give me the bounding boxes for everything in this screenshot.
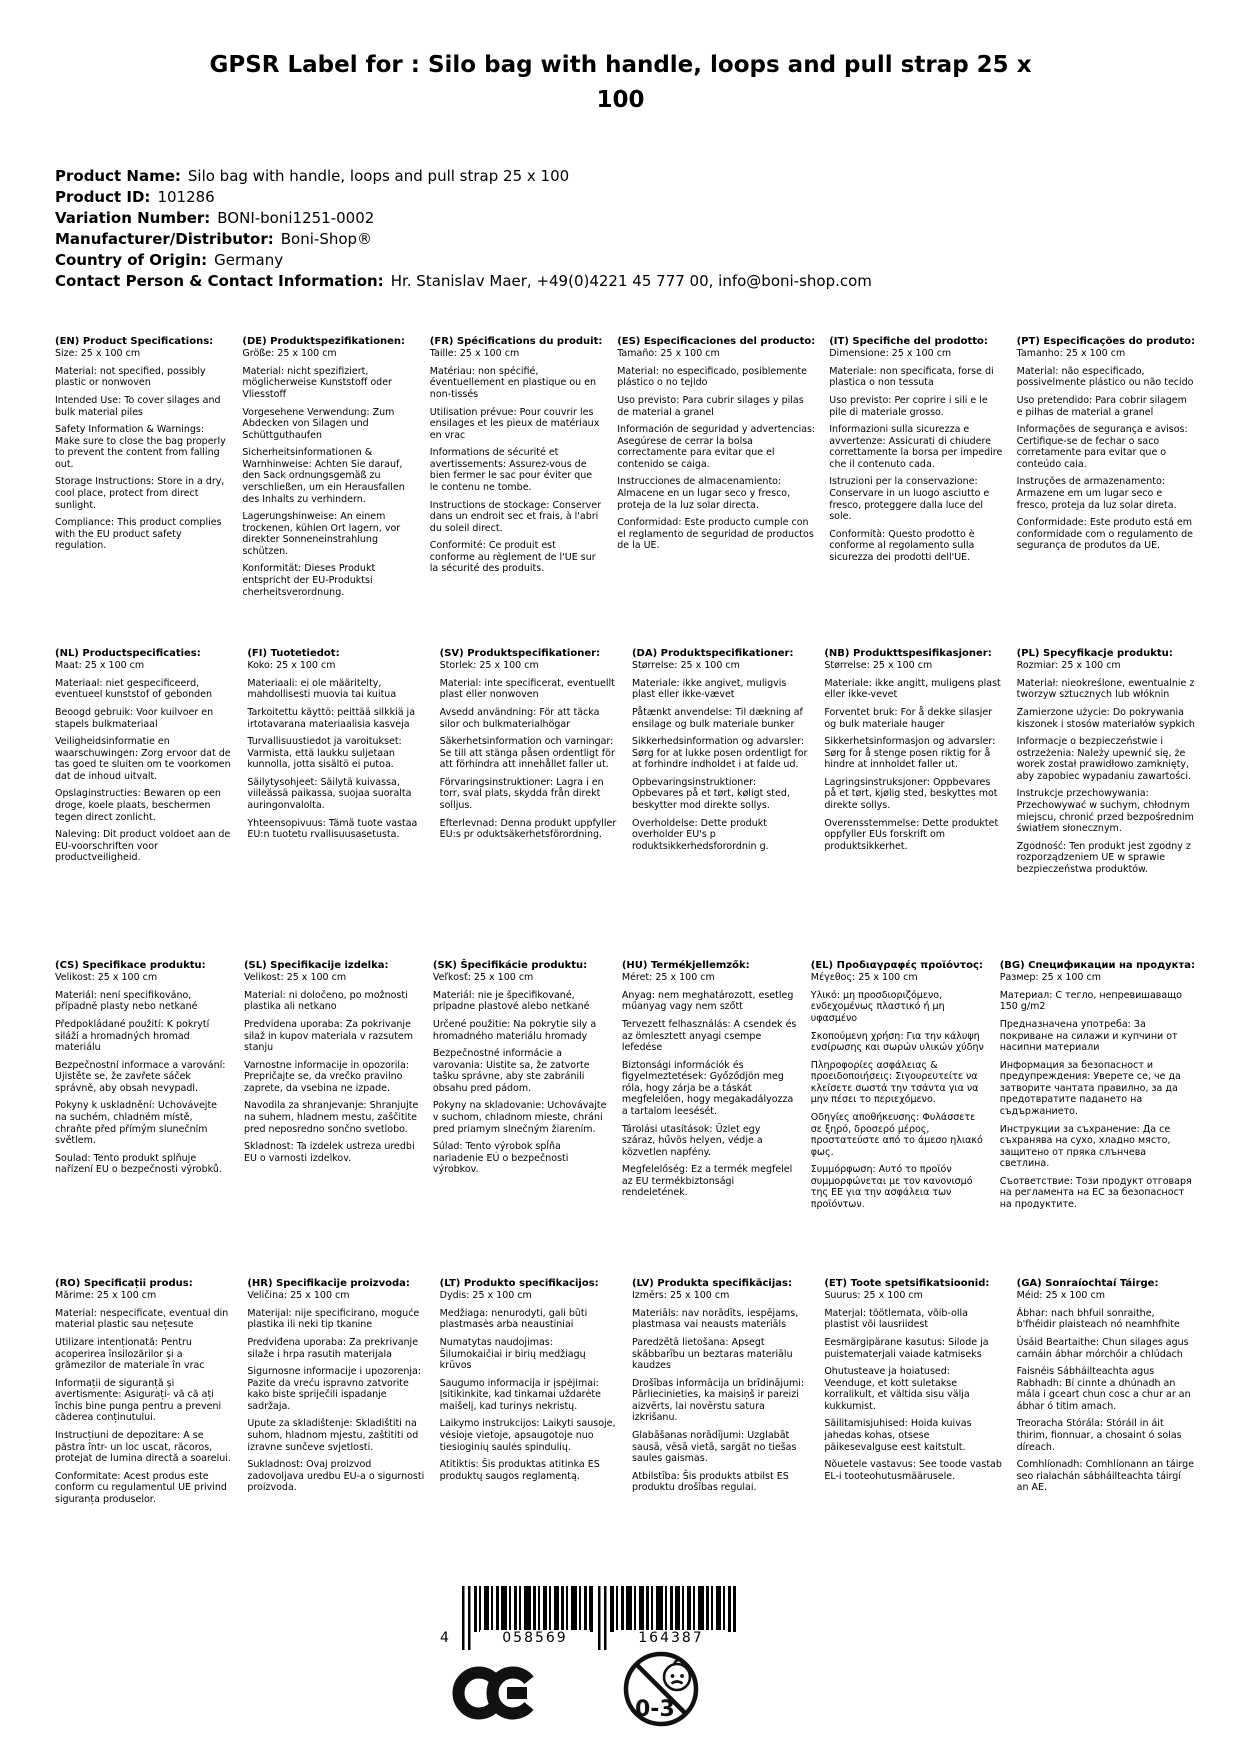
lang-block-title: (SL) Specifikacije izdelka: xyxy=(243,960,389,971)
spec-paragraph: Velikost: 25 x 100 cm xyxy=(55,972,158,984)
lang-block-hr xyxy=(247,1278,425,1500)
contact-row xyxy=(55,271,872,292)
spec-paragraph: Conformidade: Este produto está em conformidade com o regulamento de segurança de produtos da UE. xyxy=(1016,517,1193,552)
spec-paragraph: Zamierzone użycie: Do pokrywania kiszonek i stosów materiałów sypkich xyxy=(1016,706,1195,730)
spec-paragraph: Megfelelőség: Ez a termék megfelel az EU termékbiztonsági rendeletének. xyxy=(621,1164,793,1199)
lang-block-pl xyxy=(1017,648,1195,881)
spec-paragraph: Säkerhetsinformation och varningar: Se till att stänga påsen ordentligt för att förhindra att innehållet faller ut. xyxy=(439,736,615,771)
contact-label: Contact Person & Contact Information: xyxy=(55,272,384,290)
lang-block-title: (FI) Tuotetiedot: xyxy=(247,648,340,659)
spec-paragraph: Material: nicht spezifiziert, möglicherweise Kunststoff oder Vliesstoff xyxy=(242,365,392,400)
lang-block-es xyxy=(617,336,815,558)
lang-block-nl xyxy=(55,648,233,870)
spec-paragraph: Tamaño: 25 x 100 cm xyxy=(617,348,720,360)
spec-paragraph: Conformitate: Acest produs este conform cu regulamentul UE privind siguranța produselor. xyxy=(55,1470,227,1505)
spec-paragraph: Skladnost: Ta izdelek ustreza uredbi EU o varnosti izdelkov. xyxy=(243,1141,415,1164)
spec-paragraph: Biztonsági információk és figyelmeztetések: Győződjön meg róla, hogy zárja be a táskát megfelelően, hogy megakadályozza a tartalom leesését. xyxy=(621,1059,794,1117)
spec-paragraph: Overholdelse: Dette produkt overholder EU's p roduktsikkerhedsforordnin g. xyxy=(631,817,769,852)
lang-block-sv xyxy=(440,648,618,847)
spec-paragraph: Sikkerhetsinformasjon og advarsler: Sørg for å stenge posen riktig for å hindre at innholdet faller ut. xyxy=(824,736,996,771)
spec-paragraph: Upute za skladištenje: Skladištiti na suhom, hladnom mjestu, zaštititi od izravne sunčeve svjetlosti. xyxy=(247,1418,419,1453)
spec-paragraph: Safety Information & Warnings: Make sure to close the bag properly to prevent the content from falling out. xyxy=(55,424,226,470)
spec-paragraph: Conformidad: Este producto cumple con el reglamento de seguridad de productos de la UE. xyxy=(617,517,814,552)
spec-paragraph: Intended Use: To cover silages and bulk material piles xyxy=(55,394,221,418)
spec-paragraph: Størrelse: 25 x 100 cm xyxy=(631,660,740,672)
spec-paragraph: Sigurnosne informacije i upozorenja: Pazite da vreću ispravno zatvorite kako biste spriječili ispadanje sadržaja. xyxy=(247,1366,421,1412)
lang-block-title: (GA) Sonraíochtaí Táirge: xyxy=(1016,1278,1159,1289)
spec-paragraph: Información de seguridad y advertencias: Asegúrese de cerrar la bolsa correctamente para evitar que el contenido se caiga. xyxy=(617,424,816,470)
spec-paragraph: Izmērs: 25 x 100 cm xyxy=(631,1290,730,1302)
lang-block-title: (PT) Especificações do produto: xyxy=(1016,336,1195,347)
spec-paragraph: Säilitamisjuhised: Hoida kuivas jahedas kohas, otsese päikesevalguse eest kaitstult. xyxy=(824,1418,972,1453)
spec-paragraph: Πληροφορίες ασφάλειας & προειδοποιήσεις: Σιγουρευτείτε να κλείσετε σωστά την τσάντα για να μην πέσει το περιεχόμενο. xyxy=(810,1059,979,1106)
page-title: GPSR Label for : Silo bag with handle, loops and pull strap 25 x 100 xyxy=(209,52,1032,113)
spec-paragraph: Μέγεθος: 25 x 100 cm xyxy=(810,972,918,984)
spec-paragraph: Drošības informācija un brīdinājumi: Pārliecinieties, ka maisiņš ir pareizi aizvērts, lai novērstu satura izkrišanu. xyxy=(631,1377,805,1424)
spec-paragraph: Informații de siguranță și avertismente: Asigurați- vă că ați închis bine punga pentru a preveni căderea conținutului. xyxy=(55,1377,222,1424)
spec-paragraph: Materiāls: nav norādīts, iespējams, plastmasa vai neausts materiāls xyxy=(631,1307,799,1331)
spec-paragraph: Mărime: 25 x 100 cm xyxy=(55,1290,157,1302)
lang-block-title: (CS) Specifikace produktu: xyxy=(55,960,206,971)
spec-paragraph: Υλικό: μη προσδιοριζόμενο, ενδεχομένως πλαστικό ή μη υφασμένο xyxy=(810,989,945,1024)
spec-paragraph: Pokyny na skladovanie: Uchovávajte v suchom, chladnom mieste, chráni pred priamym slnečným žiarením. xyxy=(432,1100,607,1135)
spec-paragraph: Instrukcje przechowywania: Przechowywać w suchym, chłodnym miejscu, chronić przed bezpośrednim światłem słonecznym. xyxy=(1016,788,1194,835)
spec-paragraph: Informações de segurança e avisos: Certifique-se de fechar o saco corretamente para evitar que o conteúdo caia. xyxy=(1016,424,1188,470)
spec-paragraph: Informazioni sulla sicurezza e avvertenze: Assicurati di chiudere correttamente la borsa per impedire che il contenuto cada. xyxy=(829,424,1003,470)
spec-paragraph: Sukladnost: Ovaj proizvod zadovoljava uredbu EU-a o sigurnosti proizvoda. xyxy=(247,1459,425,1494)
spec-paragraph: Súlad: Tento výrobok spĺňa nariadenie EÚ o bezpečnosti výrobkov. xyxy=(432,1141,569,1176)
lang-block-title: (RO) Specificații produs: xyxy=(55,1278,193,1289)
spec-paragraph: Tamanho: 25 x 100 cm xyxy=(1016,348,1126,360)
lang-block-title: (NL) Productspecificaties: xyxy=(55,648,201,659)
spec-paragraph: Materjal: töötlemata, võib-olla plastist või lausriidest xyxy=(824,1307,968,1331)
lang-block-title: (IT) Specifiche del prodotto: xyxy=(829,336,988,347)
spec-paragraph: Størrelse: 25 x 100 cm xyxy=(824,660,933,672)
spec-paragraph: Istruzioni per la conservazione: Conservare in un luogo asciutto e fresco, proteggere dalla luce del sole. xyxy=(829,476,990,523)
spec-paragraph: Instruções de armazenamento: Armazene em um lugar seco e fresco, proteja da luz solar direta. xyxy=(1016,476,1177,511)
spec-paragraph: Atitiktis: Šis produktas atitinka ES produktų saugos reglamentą. xyxy=(439,1459,600,1482)
spec-paragraph: Σκοπούμενη χρήση: Για την κάλυψη ενσίρωσης και σωρών υλικών χύδην xyxy=(810,1030,984,1054)
product-name-row xyxy=(55,166,872,187)
spec-paragraph: Materiale: non specificata, forse di plastica o non tessuta xyxy=(829,365,994,389)
spec-paragraph: Tarkoitettu käyttö: peittää silkkiä ja irtotavarana materiaalisia kasveja xyxy=(247,706,416,730)
age-warning-0-3-icon xyxy=(622,1650,700,1728)
product-info xyxy=(55,166,872,292)
spec-paragraph: Förvaringsinstruktioner: Lagra i en torr, sval plats, skydda från direkt solljus. xyxy=(439,776,604,811)
contact-value: Hr. Stanislav Maer, +49(0)4221 45 777 00, info@boni-shop.com xyxy=(390,272,872,290)
spec-paragraph: Οδηγίες αποθήκευσης: Φυλάσσετε σε ξηρό, δροσερό μέρος, προστατεύστε από το άμεσο ηλιακό φως. xyxy=(810,1111,983,1158)
manufacturer-label: Manufacturer/Distributor: xyxy=(55,230,274,248)
lang-block-cs xyxy=(55,960,230,1182)
spec-paragraph: Материал: С тегло, непревишаващо 150 g/m2 xyxy=(999,989,1182,1013)
lang-block-et xyxy=(824,1278,1002,1488)
lang-block-title: (ES) Especificaciones del producto: xyxy=(617,336,816,347)
product-id-label: Product ID: xyxy=(55,188,151,206)
spec-paragraph: Съответствие: Този продукт отговаря на регламента на ЕС за безопасност на продуктите. xyxy=(999,1175,1192,1211)
lang-block-bg xyxy=(1000,960,1195,1217)
spec-paragraph: Predviđena uporaba: Za prekrivanje silaže i hrpa rasutih materijala xyxy=(247,1336,419,1360)
spec-paragraph: Materijal: nije specificirano, moguće plastika ili neki tip tkanine xyxy=(247,1307,420,1331)
spec-paragraph: Lagringsinstruksjoner: Oppbevares på et tørt, kjølig sted, beskyttes mot direkte sollys. xyxy=(824,776,998,811)
variation-number-label: Variation Number: xyxy=(55,209,211,227)
lang-block-sk xyxy=(433,960,608,1182)
product-id-value: 101286 xyxy=(157,188,215,206)
spec-paragraph: Συμμόρφωση: Αυτό το προϊόν συμμορφώνεται με τον κανονισμό της ΕΕ για την ασφάλεια των προϊόντων. xyxy=(810,1164,973,1211)
spec-paragraph: Úsáid Beartaithe: Chun silages agus carnáin ábhar mórchóir a chlúdach xyxy=(1016,1336,1189,1360)
spec-paragraph: Veľkosť: 25 x 100 cm xyxy=(432,972,534,984)
spec-paragraph: Utilizare intenționată: Pentru acoperirea însilozărilor și a grămezilor de materiale în vrac xyxy=(55,1336,205,1372)
barcode-digit-left: 4 xyxy=(440,1630,449,1646)
spec-paragraph: Uso previsto: Para cubrir silages y pilas de material a granel xyxy=(617,394,804,418)
manufacturer-value: Boni-Shop® xyxy=(280,230,373,248)
spec-paragraph: Storage Instructions: Store in a dry, cool place, protect from direct sunlight. xyxy=(55,476,225,511)
lang-band xyxy=(55,960,1195,1217)
spec-paragraph: Naleving: Dit product voldoet aan de EU-voorschriften voor productveiligheid. xyxy=(55,829,231,864)
barcode-digits-group1: 058569 xyxy=(480,1630,590,1646)
spec-paragraph: Größe: 25 x 100 cm xyxy=(242,348,337,360)
lang-block-title: (EN) Product Specifications: xyxy=(55,336,214,347)
spec-paragraph: Navodila za shranjevanje: Shranjujte na suhem, hladnem mestu, zaščitite pred neposredno sončno svetlobo. xyxy=(243,1100,419,1135)
spec-paragraph: Lagerungshinweise: An einem trockenen, kühlen Ort lagern, vor direkter Sonneneinstrahlung schützen. xyxy=(242,511,401,557)
spec-paragraph: Material: nespecificate, eventual din material plastic sau nețesute xyxy=(55,1307,229,1331)
spec-paragraph: Medžiaga: nenurodyti, gali būti plastmasės arba neaustiniai xyxy=(439,1307,588,1331)
spec-paragraph: Storlek: 25 x 100 cm xyxy=(439,660,539,672)
spec-paragraph: Sikkerhedsinformation og advarsler: Sørg for at lukke posen ordentligt for at forhindre indholdet i at falde ud. xyxy=(631,736,808,771)
spec-paragraph: Predvidena uporaba: Za pokrivanje silaž in kupov materiala v razsutem stanju xyxy=(243,1018,414,1054)
spec-paragraph: Saugumo informacija ir įspėjimai: Įsitikinkite, kad tinkamai uždarėte maišelį, kad turinys nekristų. xyxy=(439,1377,601,1412)
spec-paragraph: Instructions de stockage: Conserver dans un endroit sec et frais, à l'abri du soleil direct. xyxy=(429,499,602,534)
lang-block-title: (HU) Termékjellemzők: xyxy=(621,960,750,971)
spec-paragraph: Maat: 25 x 100 cm xyxy=(55,660,145,672)
lang-block-lv xyxy=(632,1278,810,1500)
spec-paragraph: Paredzētā lietošana: Apsegt skābbarību un beztaras materiālu kaudzes xyxy=(631,1336,793,1372)
spec-paragraph: Materiaali: ei ole määritelty, mahdollisesti muovia tai kuitua xyxy=(247,677,397,701)
country-of-origin-label: Country of Origin: xyxy=(55,251,208,269)
variation-number-value: BONI-boni1251-0002 xyxy=(217,209,375,227)
spec-paragraph: Rozmiar: 25 x 100 cm xyxy=(1016,660,1121,672)
spec-paragraph: Bezpečnostní informace a varování: Ujistěte se, že zavřete sáček správně, aby obsah nevypadl. xyxy=(55,1059,226,1094)
spec-paragraph: Sicherheitsinformationen & Warnhinweise: Achten Sie darauf, den Sack ordnungsgemäß zu verschließen, um ein Herausfallen des Inhalts zu verhindern. xyxy=(242,447,405,505)
spec-paragraph: Utilisation prévue: Pour couvrir les ensilages et les pieux de matériaux en vrac xyxy=(429,406,600,441)
lang-block-title: (PL) Specyfikacje produktu: xyxy=(1016,648,1173,659)
lang-block-title: (ET) Toote spetsifikatsioonid: xyxy=(824,1278,990,1289)
lang-band xyxy=(55,648,1195,881)
lang-block-de xyxy=(242,336,415,604)
spec-paragraph: Bezpečnostné informácie a varovania: Uistite sa, že zatvorte tašku správne, aby ste zabránili obsahu pred pádom. xyxy=(432,1048,590,1094)
spec-paragraph: Ábhar: nach bhfuil sonraithe, b'fhéidir plaisteach nó neamhfhite xyxy=(1016,1307,1180,1331)
spec-paragraph: Eesmärgipärane kasutus: Silode ja puistematerjali vaiade katmiseks xyxy=(824,1336,989,1360)
spec-paragraph: Materiał: nieokreślone, ewentualnie z tworzyw sztucznych lub włóknin xyxy=(1016,677,1195,701)
spec-paragraph: Veličina: 25 x 100 cm xyxy=(247,1290,350,1302)
product-name-value: Silo bag with handle, loops and pull strap 25 x 100 xyxy=(187,167,570,185)
lang-block-title: (HR) Specifikacije proizvoda: xyxy=(247,1278,410,1289)
variation-number-row xyxy=(55,208,872,229)
spec-paragraph: Размер: 25 x 100 cm xyxy=(999,972,1101,984)
spec-paragraph: Предназначена употреба: За покриване на силажи и купчини от насипни материали xyxy=(999,1018,1178,1054)
spec-paragraph: Dimensione: 25 x 100 cm xyxy=(829,348,952,360)
spec-paragraph: Faisnéis Sábháilteachta agus Rabhadh: Bí cinnte a dhúnadh an mála i gceart chun cosc a chur ar an ábhar ó titim amach. xyxy=(1016,1366,1191,1412)
lang-block-nb xyxy=(824,648,1002,858)
lang-block-title: (SK) Špecifikácie produktu: xyxy=(432,960,588,971)
spec-paragraph: Conformità: Questo prodotto è conforme al regolamento sulla sicurezza dei prodotti dell'UE. xyxy=(829,528,975,563)
spec-paragraph: Overensstemmelse: Dette produktet oppfyller EUs forskrift om produktsikkerhet. xyxy=(824,817,999,852)
spec-paragraph: Suurus: 25 x 100 cm xyxy=(824,1290,923,1302)
spec-paragraph: Informations de sécurité et avertissements: Assurez-vous de bien fermer le sac pour éviter que le contenu ne tombe. xyxy=(429,447,593,493)
spec-paragraph: Určené použitie: Na pokrytie sily a hromadného materiálu hromady xyxy=(432,1018,597,1042)
ean-barcode xyxy=(440,1586,760,1652)
lang-band xyxy=(55,1278,1195,1511)
spec-paragraph: Material: no especificado, posiblemente plástico o no tejido xyxy=(617,365,807,389)
spec-paragraph: Инструкции за съхранение: Да се съхранява на сухо, хладно място, защитено от пряка слънчева светлина. xyxy=(999,1123,1171,1170)
lang-block-title: (DA) Produktspecifikationer: xyxy=(631,648,794,659)
lang-block-ga xyxy=(1017,1278,1195,1500)
lang-block-hu xyxy=(622,960,797,1205)
spec-paragraph: Materiál: není specifikováno, případně plasty nebo netkané xyxy=(55,989,198,1013)
lang-block-da xyxy=(632,648,810,858)
spec-paragraph: Anyag: nem meghatározott, esetleg műanyag vagy nem szőtt xyxy=(621,989,794,1013)
spec-paragraph: Material: not specified, possibly plastic or nonwoven xyxy=(55,365,206,389)
lang-block-title: (BG) Спецификации на продукта: xyxy=(999,960,1195,971)
age-warning-label: 0-3 xyxy=(635,1697,675,1722)
spec-paragraph: Dydis: 25 x 100 cm xyxy=(439,1290,532,1302)
spec-paragraph: Matériau: non spécifié, éventuellement en plastique ou en non-tissés xyxy=(429,365,597,400)
spec-paragraph: Opslaginstructies: Bewaren op een droge, koele plaats, beschermen tegen direct zonlicht. xyxy=(55,788,221,823)
spec-paragraph: Ohutusteave ja hoiatused: Veenduge, et kott suletakse korralikult, et vältida sisu välja kukkumist. xyxy=(824,1366,970,1412)
spec-paragraph: Materiale: ikke angitt, muligens plast eller ikke-vevet xyxy=(824,677,1001,701)
lang-block-title: (DE) Produktspezifikationen: xyxy=(242,336,406,347)
lang-block-fr xyxy=(430,336,603,581)
barcode-digits-group2: 164387 xyxy=(616,1630,726,1646)
spec-paragraph: Méret: 25 x 100 cm xyxy=(621,972,715,984)
spec-paragraph: Zgodność: Ten produkt jest zgodny z rozporządzeniem UE w sprawie bezpieczeństwa produktów. xyxy=(1016,840,1191,875)
spec-paragraph: Material: inte specificerat, eventuellt plast eller nonwoven xyxy=(439,677,615,701)
spec-paragraph: Konformität: Dieses Produkt entspricht der EU-Produktsi cherheitsverordnung. xyxy=(242,563,376,598)
spec-paragraph: Comhlíonadh: Comhlíonann an táirge seo rialachán sábháilteachta táirgí an AE. xyxy=(1016,1459,1194,1494)
lang-block-sl xyxy=(244,960,419,1170)
lang-band xyxy=(55,336,1195,604)
spec-paragraph: Yhteensopivuus: Tämä tuote vastaa EU:n tuotetu rvallisuusasetusta. xyxy=(247,817,418,841)
spec-paragraph: Atbilstība: Šis produkts atbilst ES produktu drošības regulai. xyxy=(631,1470,789,1494)
spec-paragraph: Soulad: Tento produkt splňuje nařízení EU o bezpečnosti výrobků. xyxy=(55,1152,222,1176)
spec-paragraph: Avsedd användning: För att täcka silor och bulkmaterialhögar xyxy=(439,706,600,730)
spec-paragraph: Conformité: Ce produit est conforme au règlement de l'UE sur la sécurité des produits. xyxy=(429,540,596,575)
manufacturer-row xyxy=(55,229,872,250)
lang-block-pt xyxy=(1017,336,1195,558)
product-name-label: Product Name: xyxy=(55,167,181,185)
lang-block-title: (LV) Produkta specifikācijas: xyxy=(631,1278,792,1289)
lang-block-title: (NB) Produkttspesifikasjoner: xyxy=(824,648,992,659)
spec-paragraph: Treoracha Stórála: Stóráil in áit thirim, fionnuar, a chosaint ó solas díreach. xyxy=(1016,1418,1182,1453)
spec-paragraph: Beoogd gebruik: Voor kuilvoer en stapels bulkmateriaal xyxy=(55,706,214,730)
spec-paragraph: Taille: 25 x 100 cm xyxy=(429,348,520,360)
spec-paragraph: Tárolási utasítások: Üzlet egy száraz, hűvös helyen, védje a közvetlen napfény. xyxy=(621,1123,763,1158)
lang-block-el xyxy=(811,960,986,1217)
spec-paragraph: Opbevaringsinstruktioner: Opbevares på et tørt, køligt sted, beskytter mod direkte sollys. xyxy=(631,776,790,811)
spec-paragraph: Material: ni določeno, po možnosti plastika ali netkano xyxy=(243,989,408,1013)
spec-paragraph: Påtænkt anvendelse: Til dækning af ensilage og bulk materiale bunker xyxy=(631,706,803,730)
lang-block-title: (LT) Produkto specifikacijos: xyxy=(439,1278,599,1289)
spec-paragraph: Předpokládané použití: K pokrytí siláží a hromadných hromad materiálu xyxy=(55,1018,210,1054)
lang-block-title: (SV) Produktspecifikationer: xyxy=(439,648,601,659)
spec-paragraph: Tervezett felhasználás: A csendek és az ömlesztett anyagi csempe lefedése xyxy=(621,1018,797,1054)
spec-paragraph: Compliance: This product complies with the EU product safety regulation. xyxy=(55,517,222,552)
spec-paragraph: Numatytas naudojimas: Šilumokaičiai ir birių medžiagų krūvos xyxy=(439,1336,586,1372)
spec-paragraph: Efterlevnad: Denna produkt uppfyller EU:s pr oduktsäkerhetsförordning. xyxy=(439,817,617,841)
spec-paragraph: Instrucciones de almacenamiento: Almacene en un lugar seco y fresco, proteja de la luz solar directa. xyxy=(617,476,791,511)
spec-paragraph: Laikymo instrukcijos: Laikyti sausoje, vėsioje vietoje, apsaugotoje nuo tiesioginių saulės spindulių. xyxy=(439,1418,616,1453)
spec-paragraph: Velikost: 25 x 100 cm xyxy=(243,972,347,984)
spec-paragraph: Glabāšanas norādījumi: Uzglabāt sausā, vēsā vietā, sargāt no tiešas saules gaismas. xyxy=(631,1429,797,1465)
ce-mark-icon xyxy=(452,1662,540,1724)
spec-paragraph: Méid: 25 x 100 cm xyxy=(1016,1290,1105,1302)
lang-block-it xyxy=(829,336,1002,569)
spec-paragraph: Uso previsto: Per coprire i sili e le pile di materiale grosso. xyxy=(829,394,988,418)
spec-paragraph: Uso pretendido: Para cobrir silagem e pilhas de material a granel xyxy=(1016,394,1187,418)
spec-paragraph: Vorgesehene Verwendung: Zum Abdecken von Silagen und Schüttguthaufen xyxy=(242,406,395,441)
spec-paragraph: Size: 25 x 100 cm xyxy=(55,348,141,360)
spec-paragraph: Materiaal: niet gespecificeerd, eventueel kunststof of gebonden xyxy=(55,677,213,701)
spec-paragraph: Material: não especificado, possivelmente plástico ou não tecido xyxy=(1016,365,1194,389)
spec-paragraph: Instrucțiuni de depozitare: A se păstra într- un loc uscat, răcoros, protejat de lumina directă a soarelui. xyxy=(55,1429,231,1465)
lang-block-ro xyxy=(55,1278,233,1511)
spec-paragraph: Информация за безопасност и предупреждения: Уверете се, че да затворите чантата правилно, за да предотвратите падането на съдържанието. xyxy=(999,1059,1181,1117)
lang-block-lt xyxy=(440,1278,618,1488)
spec-paragraph: Informacje o bezpieczeństwie i ostrzeżenia: Należy upewnić się, że worek został prawidłowo zamknięty, aby zapobiec wypadaniu zawartości. xyxy=(1016,736,1192,782)
country-of-origin-row xyxy=(55,250,872,271)
country-of-origin-value: Germany xyxy=(214,251,284,269)
product-id-row xyxy=(55,187,872,208)
spec-paragraph: Veiligheidsinformatie en waarschuwingen: Zorg ervoor dat de tas goed te sluiten om te voorkomen dat de inhoud uitvalt. xyxy=(55,736,231,782)
spec-paragraph: Säilytysohjeet: Säilytä kuivassa, viileässä paikassa, suojaa suoralta auringonvalolta. xyxy=(247,776,412,811)
spec-paragraph: Materiál: nie je špecifikované, prípadne plastové alebo netkané xyxy=(432,989,590,1013)
lang-block-title: (FR) Spécifications du produit: xyxy=(429,336,603,347)
lang-block-title: (EL) Προδιαγραφές προϊόντος: xyxy=(810,960,983,971)
spec-paragraph: Forventet bruk: For å dekke silasjer og bulk materiale hauger xyxy=(824,706,993,730)
spec-paragraph: Koko: 25 x 100 cm xyxy=(247,660,336,672)
lang-block-fi xyxy=(247,648,425,847)
spec-paragraph: Materiale: ikke angivet, muligvis plast eller ikke-vævet xyxy=(631,677,787,701)
spec-paragraph: Nõuetele vastavus: See toode vastab EL-i tooteohutusmäärusele. xyxy=(824,1459,1002,1482)
spec-paragraph: Turvallisuustiedot ja varoitukset: Varmista, että laukku suljetaan kunnolla, jotta sisältö ei putoa. xyxy=(247,736,402,771)
spec-paragraph: Pokyny k uskladnění: Uchovávejte na suchém, chladném místě, chraňte před přímým slunečním světlem. xyxy=(55,1100,218,1147)
lang-block-en xyxy=(55,336,228,558)
spec-paragraph: Varnostne informacije in opozorila: Prepričajte se, da vrečko pravilno zaprete, da vsebina ne izpade. xyxy=(243,1059,409,1094)
